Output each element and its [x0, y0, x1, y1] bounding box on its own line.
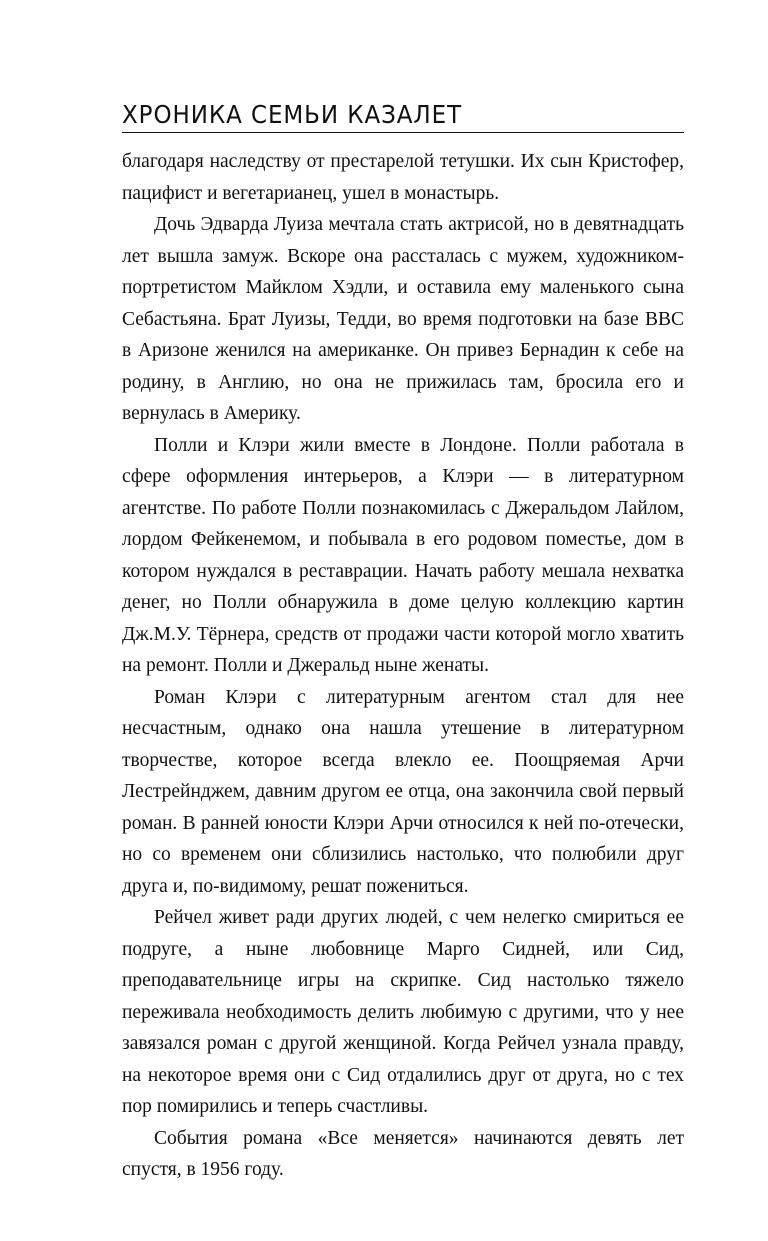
paragraph-3: Полли и Клэри жили вместе в Лондоне. Полли работала в сфере оформления интерьеров, а Клэри — в литературном агентстве. По работе Полли познакомилась с Джеральдом Лайлом, лордом Фейкенемом, и побывала в его родовом поместье, дом в котором нуждался в реставрации. Начать работу мешала нехватка денег, но Полли обнаружила в доме целую коллекцию картин Дж.М.У. Тёрнера, средств от продажи части которой могло хватить на ремонт. Полли и Джеральд ныне женаты.	[122, 434, 684, 676]
paragraph-6: События романа «Все меняется» начинаются девять лет спустя, в 1956 году.	[122, 1127, 684, 1180]
paragraph-4: Роман Клэри с литературным агентом стал для нее несчастным, однако она нашла утешение в литературном творчестве, которое всегда влекло ее. Поощряемая Арчи Лестрейнджем, давним другом ее отца, она закончила свой первый роман. В ранней юности Клэри Арчи относился к ней по-отечески, но со временем они сблизились настолько, что полюбили друг друга и, по-видимому, решат пожениться.	[122, 686, 684, 897]
paragraph-1: благодаря наследству от престарелой тетушки. Их сын Кристофер, пацифист и вегетарианец, ушел в монастырь.	[122, 151, 684, 204]
header-rule	[122, 132, 684, 133]
paragraph-5: Рейчел живет ради других людей, с чем нелегко смириться ее подруге, а ныне любовнице Марго Сидней, или Сид, преподавательнице игры на скрипке. Сид настолько тяжело переживала необходимость делить любимую с другими, что у нее завязался роман с другой женщиной. Когда Рейчел узнала правду, на некоторое время они с Сид отдалились друг от друга, но с тех пор помирились и теперь счастливы.	[122, 907, 684, 1117]
running-head: ХРОНИКА СЕМЬИ КАЗАЛЕТ	[122, 100, 463, 129]
body-text	[122, 146, 684, 1186]
paragraph-2: Дочь Эдварда Луиза мечтала стать актрисой, но в девятнадцать лет вышла замуж. Вскоре она рассталась с мужем, художником-портретистом Майклом Хэдли, и оставила ему маленького сына Себастьяна. Брат Луизы, Тедди, во время подготовки на базе ВВС в Аризоне женился на американке. Он привез Бернадин к себе на родину, в Англию, но она не прижилась там, бросила его и вернулась в Америку.	[122, 214, 684, 424]
